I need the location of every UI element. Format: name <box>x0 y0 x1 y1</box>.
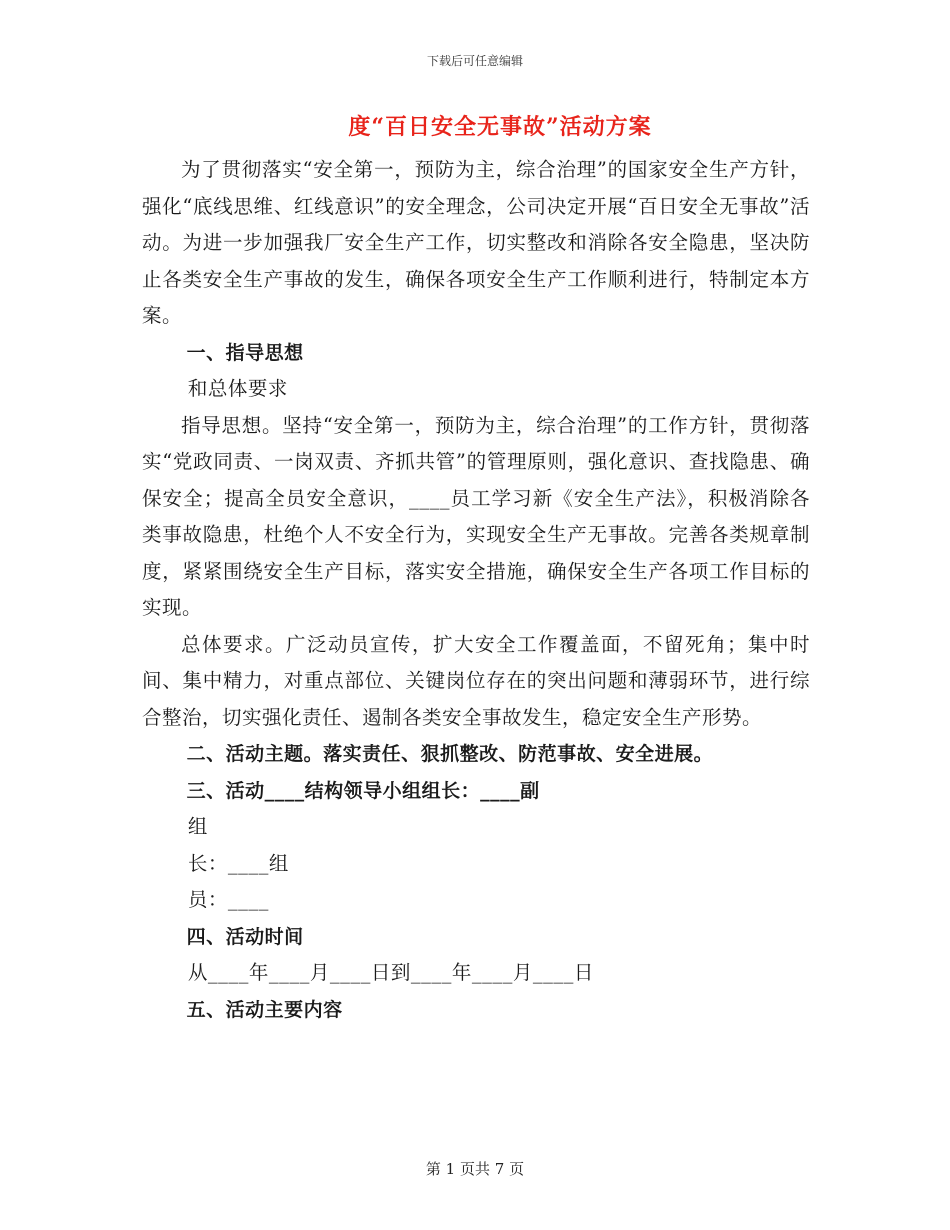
intro-paragraph: 为了贯彻落实“安全第一，预防为主，综合治理”的国家安全生产方针，强化“底线思维、红线意识”的安全理念，公司决定开展“百日安全无事故”活动。为进一步加强我厂安全生产工作，切实整改和消除各安全隐患，坚决防止各类安全生产事故的发生，确保各项安全生产工作顺利进行，特制定本方案。 <box>142 158 810 327</box>
section-1-heading: 一、指导思想 <box>186 341 304 364</box>
document-title: 度“百日安全无事故”活动方案 <box>348 114 652 140</box>
section-3-heading: 三、活动____结构领导小组组长：____副 <box>186 779 540 802</box>
section-2-heading: 二、活动主题。落实责任、狠抓整改、防范事故、安全进展。 <box>186 743 714 765</box>
page-footer: 第 1 页共 7 页 <box>425 1160 525 1178</box>
section-3-line-2: 长：____组 <box>187 851 289 875</box>
document-body <box>142 152 810 1028</box>
section-3-line-3: 员：____ <box>187 888 269 911</box>
section-5-heading: 五、活动主要内容 <box>186 998 343 1021</box>
activity-time-line: 从____年____月____日到____年____月____日 <box>187 961 594 984</box>
guiding-thought-paragraph: 指导思想。坚持“安全第一，预防为主，综合治理”的工作方针，贯彻落实“党政同责、一岗双责、齐抓共管”的管理原则，强化意识、查找隐患、确保安全；提高全员安全意识，____员工学习新《安全生产法》，积极消除各类事故隐患，杜绝个人不安全行为，实现安全生产无事故。完善各类规章制度，紧紧围绕安全生产目标，落实安全措施，确保安全生产各项工作目标的实现。 <box>142 413 810 619</box>
page-header: 下载后可任意编辑 <box>426 54 523 68</box>
section-4-heading: 四、活动时间 <box>186 925 304 948</box>
section-3-line-1: 组 <box>187 815 208 838</box>
section-1-subline: 和总体要求 <box>187 377 288 400</box>
general-requirements-paragraph: 总体要求。广泛动员宣传，扩大安全工作覆盖面，不留死角；集中时间、集中精力，对重点部位、关键岗位存在的突出问题和薄弱环节，进行综合整治，切实强化责任、遏制各类安全事故发生，稳定安全生产形势。 <box>142 632 810 729</box>
